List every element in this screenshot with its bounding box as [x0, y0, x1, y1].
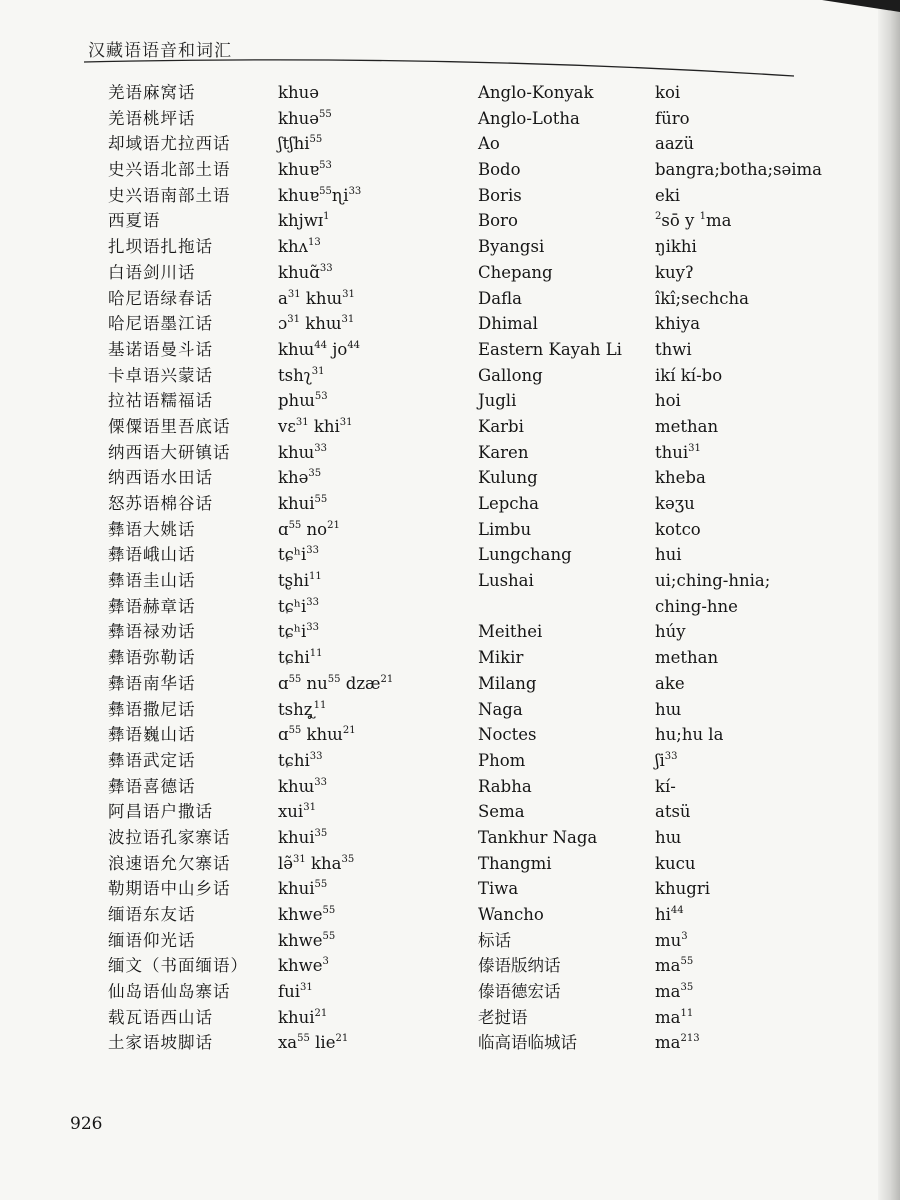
language-name: 哈尼语墨江话: [108, 314, 213, 334]
word-form: $xa^{55}$ lie$^{21}$: [278, 1033, 349, 1053]
language-name: Naga: [478, 699, 523, 719]
language-name: 纳西语大研镇话: [108, 442, 231, 462]
language-name: 临高语临城话: [478, 1033, 577, 1053]
language-name: 史兴语北部土语: [108, 160, 231, 180]
language-name: 怒苏语棉谷话: [108, 494, 213, 513]
header-rule: [84, 54, 804, 80]
language-name: Phom: [478, 750, 526, 770]
word-form: hoi: [655, 391, 681, 411]
word-form: kí-: [655, 776, 676, 796]
page-number: 926: [70, 1114, 103, 1134]
language-name: 西夏语: [108, 211, 161, 231]
word-form: kheba: [655, 468, 706, 488]
language-name: Noctes: [478, 725, 537, 745]
language-name: Chepang: [478, 262, 553, 282]
word-form: tshʐ̥$^{11}$: [278, 699, 327, 719]
language-name: 彝语喜德话: [108, 776, 196, 796]
word-form: tshʅ$^{31}$: [278, 365, 325, 385]
word-form: hui: [655, 545, 682, 565]
word-form: khɯ$^{44}$ $jo^{44}$: [278, 339, 361, 359]
language-name: 傣语德宏话: [478, 982, 561, 1002]
language-column-right: [478, 80, 678, 1056]
word-form: ui;ching-hnia;: [655, 571, 771, 591]
language-name: 土家语坡脚话: [108, 1033, 213, 1053]
language-name: Ao: [478, 134, 500, 154]
language-name: 羌语麻窝话: [108, 83, 196, 102]
language-name: Jugli: [478, 391, 517, 411]
language-name: 卡卓语兴蒙话: [108, 365, 213, 385]
language-name: 仙岛语仙岛寨话: [108, 982, 231, 1002]
word-form: $ma^{11}$: [655, 1007, 694, 1027]
word-form: khɯ$^{33}$: [278, 442, 328, 462]
language-name: 彝语撒尼话: [108, 699, 196, 719]
word-form: tɕhi$^{33}$: [278, 750, 323, 770]
word-form: $hi^{44}$: [655, 905, 684, 924]
word-form: bangra;botha;səima: [655, 160, 823, 180]
word-form: khuə: [278, 83, 320, 102]
language-name: Karen: [478, 442, 529, 462]
word-form: atsü: [655, 802, 691, 822]
running-header-title: 汉藏语语音和词汇: [88, 41, 232, 61]
language-name: 羌语桃坪话: [108, 108, 196, 128]
language-name: 彝语武定话: [108, 750, 196, 770]
language-name: 载瓦语西山话: [108, 1007, 213, 1027]
language-name: 彝语禄劝话: [108, 622, 196, 642]
word-form: fui$^{31}$: [278, 982, 313, 1002]
language-name: 却域语尤拉西话: [108, 134, 231, 154]
language-name: 白语剑川话: [108, 262, 196, 282]
word-form: $ma^{55}$: [655, 956, 694, 976]
language-name: 阿昌语户撒话: [108, 802, 213, 822]
language-name: 缅语仰光话: [108, 930, 196, 950]
language-name: 拉祜语糯福话: [108, 391, 213, 411]
word-form: methan: [655, 648, 719, 668]
language-name: Kulung: [478, 468, 538, 488]
word-form: khwe$^{55}$: [278, 905, 336, 924]
language-name: 波拉语孔家寨话: [108, 827, 231, 847]
language-name: Thangmi: [478, 853, 552, 873]
language-name: 彝语巍山话: [108, 725, 196, 745]
language-name: Wancho: [478, 905, 544, 924]
word-form: khwe$^3$: [278, 956, 329, 976]
word-form: ɑ$^{55}$ $nu^{55}$ dzæ$^{21}$: [278, 673, 394, 693]
word-form: îkî;sechcha: [655, 288, 749, 308]
word-form: phɯ$^{53}$: [278, 391, 328, 411]
language-name: Anglo-Lotha: [478, 108, 580, 128]
word-form: tɕʰi$^{33}$: [278, 622, 320, 642]
corner-mark: [822, 0, 900, 12]
language-name: 标话: [478, 930, 511, 950]
word-form: ikí kí-bo: [655, 365, 723, 385]
word-form: ʃi$^{33}$: [655, 750, 678, 770]
word-form: $a^{31}$ khɯ$^{31}$: [278, 288, 355, 308]
language-name: Milang: [478, 673, 537, 693]
word-form: thwi: [655, 339, 692, 359]
language-name: 彝语赫章话: [108, 596, 196, 616]
language-name: Lushai: [478, 571, 534, 591]
language-name: Sema: [478, 802, 525, 822]
form-column-left: [278, 80, 478, 1056]
language-name: 彝语圭山话: [108, 571, 196, 591]
word-form: füro: [655, 108, 690, 128]
word-form: hu;hu la: [655, 725, 724, 745]
word-form: khuɑ̃$^{33}$: [278, 262, 333, 282]
language-name: Anglo-Konyak: [478, 83, 594, 102]
language-name: Bodo: [478, 160, 521, 180]
word-form: eki: [655, 185, 681, 205]
language-name: Dafla: [478, 288, 522, 308]
word-form: hɯ: [655, 699, 682, 719]
word-form: khjwɪ$^1$: [278, 211, 330, 231]
language-name: 史兴语南部土语: [108, 185, 231, 205]
language-name: Meithei: [478, 622, 543, 642]
language-name: Lepcha: [478, 494, 539, 513]
language-name: Lungchang: [478, 545, 572, 565]
word-form: tʂhi$^{11}$: [278, 571, 322, 591]
word-form: khugri: [655, 879, 710, 899]
word-form: khʌ$^{13}$: [278, 237, 321, 257]
page-edge-shadow: [878, 0, 900, 1200]
word-form: khui$^{55}$: [278, 879, 328, 899]
language-name: 彝语弥勒话: [108, 648, 196, 668]
word-form: $ma^{213}$: [655, 1033, 700, 1053]
word-form: $mu^3$: [655, 930, 688, 950]
language-name: Limbu: [478, 519, 532, 539]
word-form: lə̃$^{31}$ kha$^{35}$: [278, 853, 355, 873]
language-name: 扎坝语扎拖话: [108, 237, 213, 257]
language-name: Boro: [478, 211, 518, 231]
language-name: 彝语峨山话: [108, 545, 196, 565]
word-form: ake: [655, 673, 685, 693]
word-form: methan: [655, 416, 719, 436]
language-name: 哈尼语绿春话: [108, 288, 213, 308]
language-name: 缅文（书面缅语）: [108, 956, 248, 976]
word-form: hɯ: [655, 827, 682, 847]
language-name: Karbi: [478, 416, 524, 436]
language-name: 彝语大姚话: [108, 519, 196, 539]
word-form: $ma^{35}$: [655, 982, 694, 1002]
word-form: thui$^{31}$: [655, 442, 701, 462]
word-form: ɑ$^{55}$ $no^{21}$: [278, 519, 340, 539]
word-form: khuɐ$^{53}$: [278, 160, 332, 180]
language-name: Dhimal: [478, 314, 538, 334]
language-name: Boris: [478, 185, 522, 205]
word-form: kucu: [655, 853, 696, 873]
word-form: koi: [655, 83, 681, 102]
word-form: $^2$sō y $^1$ma: [655, 211, 732, 231]
language-name: 彝语南华话: [108, 673, 196, 693]
word-form: khuə$^{55}$: [278, 108, 332, 128]
word-form: khui$^{35}$: [278, 827, 328, 847]
word-form: ɔ$^{31}$ khɯ$^{31}$: [278, 314, 355, 334]
word-form: khui$^{55}$: [278, 494, 328, 513]
language-name: Gallong: [478, 365, 543, 385]
word-form: khiya: [655, 314, 701, 334]
word-form: xui$^{31}$: [278, 802, 316, 822]
word-form: kuyʔ: [655, 262, 694, 282]
language-name: 勒期语中山乡话: [108, 879, 231, 899]
language-name: Tankhur Naga: [478, 827, 598, 847]
word-form: aazü: [655, 134, 694, 154]
language-name: Eastern Kayah Li: [478, 339, 622, 359]
language-name: 老挝语: [478, 1007, 528, 1027]
language-name: 缅语东友话: [108, 905, 196, 924]
word-form: ʃtʃhi$^{55}$: [278, 134, 323, 154]
language-name: Byangsi: [478, 237, 545, 257]
word-form: khui$^{21}$: [278, 1007, 328, 1027]
word-form: ching-hne: [655, 596, 738, 616]
word-form: tɕʰi$^{33}$: [278, 596, 320, 616]
word-form: kəʒu: [655, 494, 695, 513]
word-form: vɛ$^{31}$ khi$^{31}$: [278, 416, 353, 436]
word-form: húy: [655, 622, 686, 642]
word-form: khə$^{35}$: [278, 468, 322, 488]
word-form: ɑ$^{55}$ khɯ$^{21}$: [278, 725, 356, 745]
word-form: tɕhi$^{11}$: [278, 648, 323, 668]
language-name: 傣语版纳话: [478, 956, 561, 976]
language-name: Tiwa: [478, 879, 519, 899]
word-form: ŋikhi: [655, 237, 697, 257]
word-form: khɯ$^{33}$: [278, 776, 328, 796]
language-name: 浪速语允欠寨话: [108, 853, 231, 873]
word-form: khwe$^{55}$: [278, 930, 336, 950]
language-name: 纳西语水田话: [108, 468, 213, 488]
word-form: kotco: [655, 519, 701, 539]
form-column-right: [655, 80, 855, 1056]
language-name: Mikir: [478, 648, 524, 668]
language-name: 基诺语曼斗话: [108, 339, 213, 359]
language-name: [478, 594, 678, 620]
language-name: Rabha: [478, 776, 532, 796]
language-name: 傈僳语里吾底话: [108, 416, 231, 436]
word-form: khuɐ$^{55}$ɳi$^{33}$: [278, 185, 362, 205]
word-form: tɕʰi$^{33}$: [278, 545, 320, 565]
